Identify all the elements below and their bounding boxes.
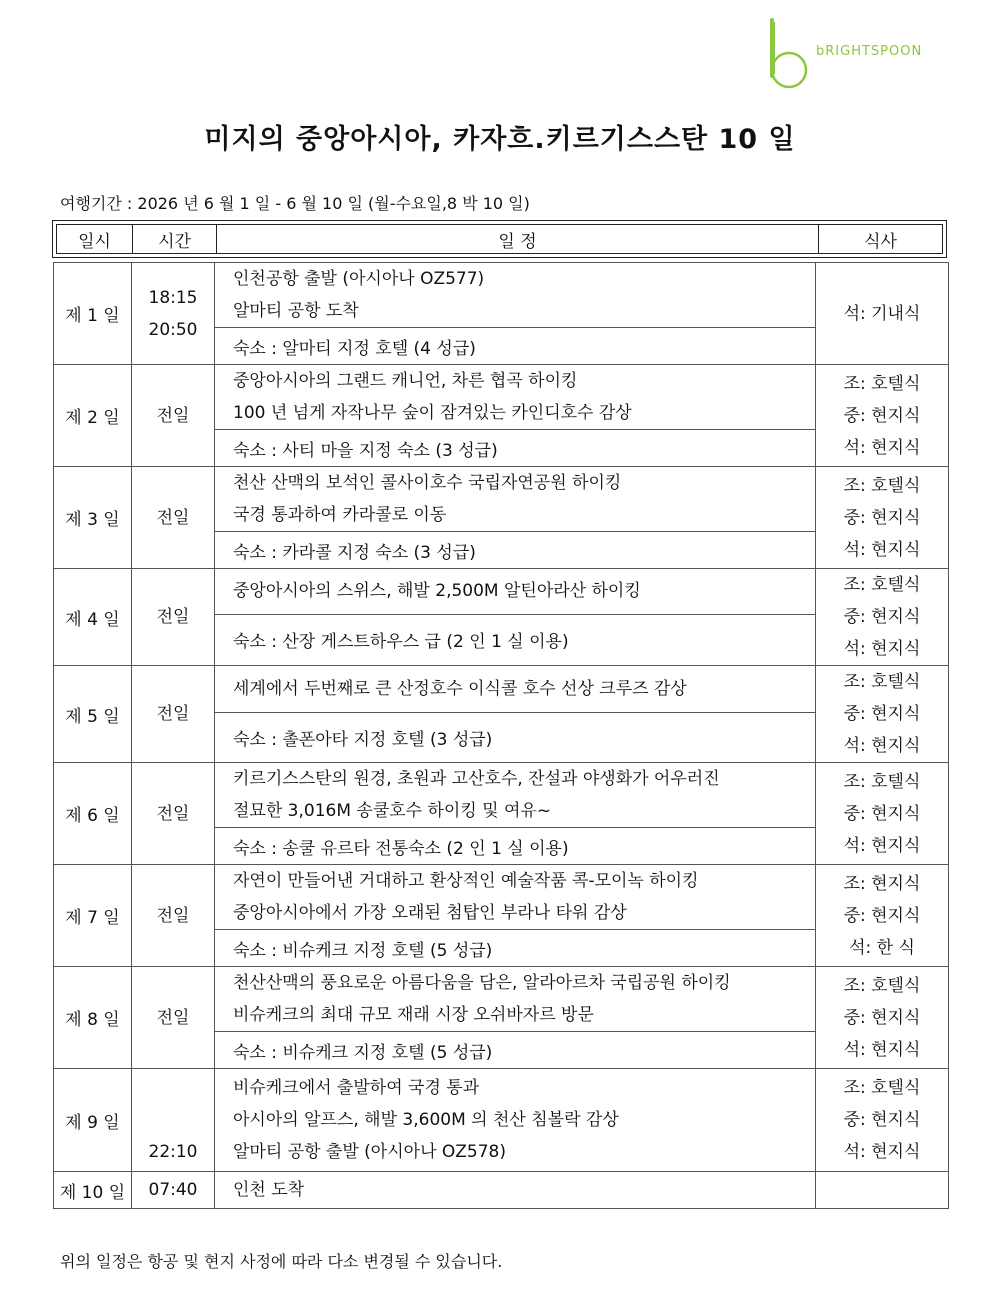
- meal-line: 석: 현지식: [843, 437, 921, 458]
- accommodation: 숙소 : 비슈케크 지정 호텔 (5 성급): [215, 930, 816, 967]
- activity-cell: [215, 865, 816, 930]
- meal-cell: [816, 865, 949, 967]
- activity-line: 알마티 공항 도착: [233, 301, 359, 321]
- accommodation: 숙소 : 산장 게스트하우스 급 (2 인 1 실 이용): [215, 614, 816, 665]
- header-day: 일시: [57, 225, 133, 253]
- meal-line: 중: 현지식: [843, 905, 921, 926]
- time-cell: [132, 1069, 215, 1172]
- time-value: 전일: [156, 1007, 190, 1028]
- day-label: 제 8 일: [54, 967, 132, 1069]
- day-label: 제 9 일: [54, 1069, 132, 1172]
- day-label: 제 2 일: [54, 365, 132, 467]
- footnote: 위의 일정은 항공 및 현지 사정에 따라 다소 변경될 수 있습니다.: [60, 1252, 503, 1271]
- meal-cell: [816, 569, 949, 666]
- meal-line: 석: 현지식: [843, 736, 921, 756]
- day-label: 제 3 일: [54, 467, 132, 569]
- activity-line: 천산 산맥의 보석인 콜사이호수 국립자연공원 하이킹: [233, 473, 622, 493]
- meal-line: 석: 현지식: [843, 1039, 921, 1060]
- meal-cell: [816, 467, 949, 569]
- day-row: [54, 569, 949, 615]
- meal-line: 중: 현지식: [843, 405, 921, 426]
- day-label: 제 6 일: [54, 763, 132, 865]
- meal-line: 조: 호텔식: [843, 475, 921, 496]
- accommodation: 숙소 : 비슈케크 지정 호텔 (5 성급): [215, 1032, 816, 1069]
- activity-line: 키르기스스탄의 원경, 초원과 고산호수, 잔설과 야생화가 어우러진: [233, 769, 720, 789]
- activity-cell: [215, 763, 816, 828]
- accommodation: 숙소 : 카라콜 지정 숙소 (3 성급): [215, 532, 816, 569]
- activity-line: 중앙아시아의 그랜드 캐니언, 차른 협곡 하이킹: [233, 371, 578, 391]
- activity-line: 인천 도착: [233, 1180, 305, 1200]
- activity-line: 천산산맥의 풍요로운 아름다움을 담은, 알라아르차 국립공원 하이킹: [233, 973, 731, 993]
- time-value: 20:50: [148, 319, 198, 340]
- activity-cell: [215, 666, 816, 713]
- day-row: [54, 467, 949, 532]
- logo-wordmark: bRIGHTSPOON: [816, 44, 923, 59]
- activity-line: 100 년 넘게 자작나무 숲이 잠겨있는 카인디호수 감상: [233, 403, 632, 423]
- day-row: [54, 1172, 949, 1209]
- activity-line: 알마티 공항 출발 (아시아나 OZ578): [233, 1142, 506, 1162]
- time-cell: [132, 865, 215, 967]
- time-value: 전일: [156, 704, 190, 724]
- activity-cell: [215, 365, 816, 430]
- activity-line: 아시아의 알프스, 해발 3,600M 의 천산 침볼락 감상: [233, 1110, 619, 1130]
- meal-line: 중: 현지식: [843, 507, 921, 528]
- page-title: 미지의 중앙아시아, 카자흐.키르기스스탄 10 일: [204, 124, 796, 155]
- day-row: [54, 666, 949, 713]
- header-time: 시간: [133, 225, 217, 253]
- activity-line: 중앙아시아에서 가장 오래된 첨탑인 부라나 타워 감상: [233, 903, 627, 923]
- activity-line: 세계에서 두번째로 큰 산정호수 이식콜 호수 선상 크루즈 감상: [233, 679, 687, 700]
- header-meal: 식사: [864, 231, 897, 252]
- schedule-table: [53, 262, 949, 1209]
- time-value: 전일: [156, 803, 190, 824]
- time-cell: [132, 263, 215, 365]
- meal-line: 석: 현지식: [843, 835, 921, 856]
- meal-cell: [816, 1172, 949, 1209]
- day-label: 제 4 일: [54, 569, 132, 666]
- meal-line: 석: 현지식: [843, 639, 921, 659]
- day-row: [54, 365, 949, 430]
- time-value: [132, 1072, 214, 1104]
- day-label: 제 1 일: [54, 263, 132, 365]
- meal-cell: [816, 763, 949, 865]
- activity-line: 중앙아시아의 스위스, 해발 2,500M 알틴아라산 하이킹: [233, 581, 641, 602]
- activity-line: 자연이 만들어낸 거대하고 환상적인 예술작품 콕-모이녹 하이킹: [233, 871, 699, 891]
- meal-cell: [816, 263, 949, 365]
- time-value: 18:15: [148, 287, 198, 308]
- time-value: [132, 1104, 214, 1136]
- accommodation: 숙소 : 사티 마을 지정 숙소 (3 성급): [215, 430, 816, 467]
- meal-line: 조: 호텔식: [843, 975, 921, 996]
- activity-cell: [215, 1172, 816, 1209]
- meal-line: 중: 현지식: [843, 704, 921, 724]
- time-cell: [132, 569, 215, 666]
- meal-line: 석: 현지식: [843, 1142, 921, 1162]
- activity-cell: [215, 967, 816, 1032]
- travel-period: 여행기간 : 2026 년 6 월 1 일 - 6 월 10 일 (월-수요일,8 박 10 일): [60, 194, 530, 213]
- meal-line: 조: 호텔식: [843, 373, 921, 394]
- time-cell: [132, 666, 215, 763]
- meal-line: 중: 현지식: [843, 803, 921, 824]
- time-cell: [132, 365, 215, 467]
- day-label: 제 7 일: [54, 865, 132, 967]
- activity-line: 비슈케크의 최대 규모 재래 시장 오쉬바자르 방문: [233, 1005, 594, 1025]
- time-value: 22:10: [148, 1142, 198, 1162]
- meal-line: 중: 현지식: [843, 1110, 921, 1130]
- brightspoon-logo: [760, 14, 960, 98]
- meal-cell: [816, 967, 949, 1069]
- day-row: [54, 263, 949, 328]
- time-cell: [132, 763, 215, 865]
- meal-line: 조: 호텔식: [843, 771, 921, 792]
- time-cell: [132, 967, 215, 1069]
- meal-line: 조: 호텔식: [843, 672, 921, 692]
- meal-line: 석: 기내식: [843, 303, 921, 324]
- activity-line: 국경 통과하여 카라콜로 이동: [233, 505, 447, 525]
- day-label: 제 10 일: [54, 1172, 132, 1209]
- accommodation: 숙소 : 알마티 지정 호텔 (4 성급): [215, 328, 816, 365]
- activity-line: 절묘한 3,016M 송쿨호수 하이킹 및 여유~: [233, 801, 552, 821]
- time-cell: [132, 467, 215, 569]
- day-row: [54, 967, 949, 1032]
- day-label: 제 5 일: [54, 666, 132, 763]
- day-row: [54, 763, 949, 828]
- header-schedule: 일 정: [217, 225, 819, 253]
- spoon-logo-icon: [760, 14, 820, 98]
- activity-cell: [215, 263, 816, 328]
- activity-line: 비슈케크에서 출발하여 국경 통과: [233, 1078, 480, 1098]
- accommodation: 숙소 : 촐폰아타 지정 호텔 (3 성급): [215, 713, 816, 763]
- meal-cell: [816, 666, 949, 763]
- time-value: 07:40: [148, 1180, 198, 1200]
- meal-line: 중: 현지식: [843, 607, 921, 627]
- day-row: [54, 1069, 949, 1172]
- meal-cell: [816, 1069, 949, 1172]
- accommodation: 숙소 : 송쿨 유르타 전통숙소 (2 인 1 실 이용): [215, 828, 816, 865]
- schedule-header: [52, 220, 947, 258]
- meal-line: 조: 호텔식: [843, 1078, 921, 1098]
- time-value: 전일: [156, 405, 190, 426]
- activity-line: 인천공항 출발 (아시아나 OZ577): [233, 269, 485, 289]
- day-row: [54, 865, 949, 930]
- activity-cell: [215, 1069, 816, 1172]
- time-value: 전일: [156, 507, 190, 528]
- meal-line: 석: 한 식: [849, 937, 915, 958]
- meal-line: 석: 현지식: [843, 539, 921, 560]
- time-cell: [132, 1172, 215, 1209]
- meal-line: 조: 호텔식: [843, 575, 921, 595]
- meal-cell: [816, 365, 949, 467]
- meal-line: 중: 현지식: [843, 1007, 921, 1028]
- time-value: 전일: [156, 905, 190, 926]
- time-value: 전일: [156, 607, 190, 627]
- activity-cell: [215, 467, 816, 532]
- activity-cell: [215, 569, 816, 615]
- meal-line: 조: 현지식: [843, 873, 921, 894]
